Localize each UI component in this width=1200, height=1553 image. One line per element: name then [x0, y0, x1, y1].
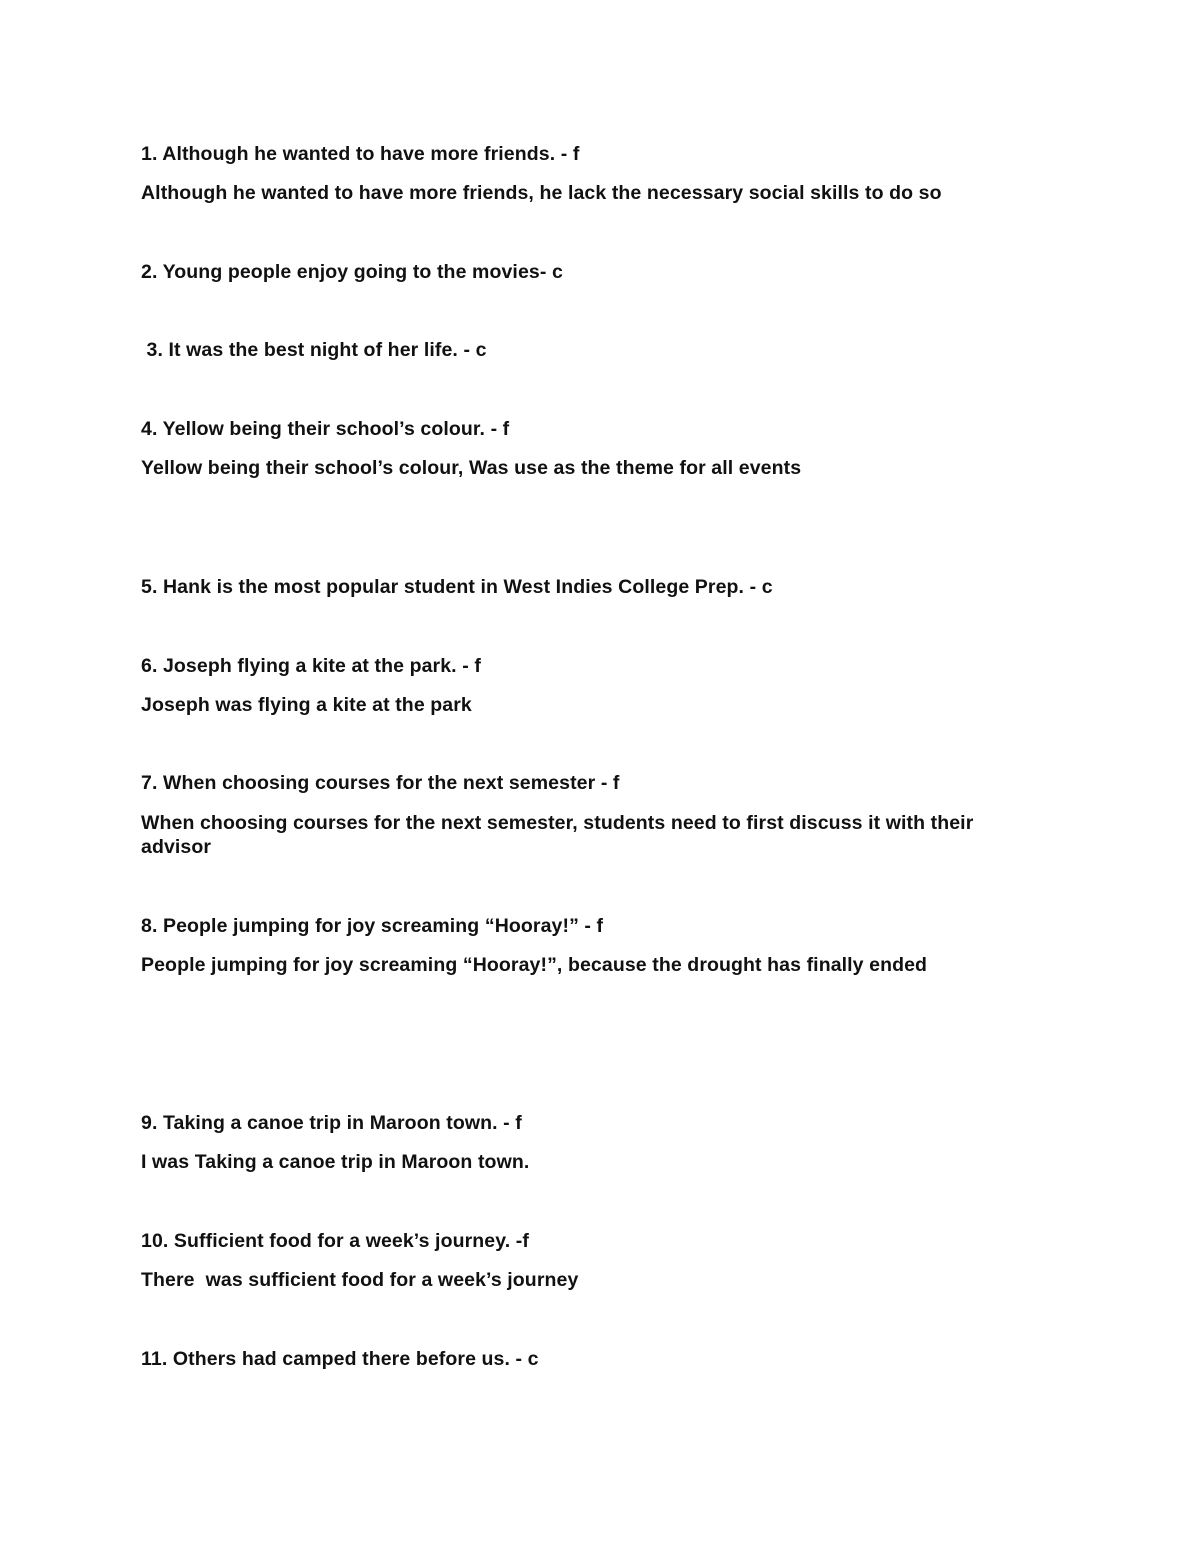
question-11: 11. Others had camped there before us. - c	[141, 1348, 539, 1370]
answer-8: People jumping for joy screaming “Hooray!”, because the drought has finally ended	[141, 954, 928, 976]
question-5: 5. Hank is the most popular student in West Indies College Prep. - c	[141, 576, 773, 598]
question-4: 4. Yellow being their school’s colour. - f	[141, 418, 510, 440]
question-1: 1. Although he wanted to have more friends. - f	[141, 143, 580, 165]
answer-6: Joseph was flying a kite at the park	[141, 694, 472, 716]
question-3: 3. It was the best night of her life. - c	[141, 339, 487, 361]
answer-1: Although he wanted to have more friends, he lack the necessary social skills to do so	[141, 182, 942, 204]
question-10: 10. Sufficient food for a week’s journey. -f	[141, 1230, 529, 1252]
question-9: 9. Taking a canoe trip in Maroon town. - f	[141, 1112, 522, 1134]
answer-10: There was sufficient food for a week’s journey	[141, 1269, 579, 1291]
answer-9: I was Taking a canoe trip in Maroon town.	[141, 1151, 530, 1173]
question-6: 6. Joseph flying a kite at the park. - f	[141, 655, 481, 677]
question-7: 7. When choosing courses for the next semester - f	[141, 772, 620, 794]
answer-7: When choosing courses for the next semester, students need to first discuss it with their advisor	[141, 812, 979, 858]
answer-4: Yellow being their school’s colour, Was use as the theme for all events	[141, 457, 802, 479]
question-2: 2. Young people enjoy going to the movies- c	[141, 261, 563, 283]
question-8: 8. People jumping for joy screaming “Hooray!” - f	[141, 915, 604, 937]
